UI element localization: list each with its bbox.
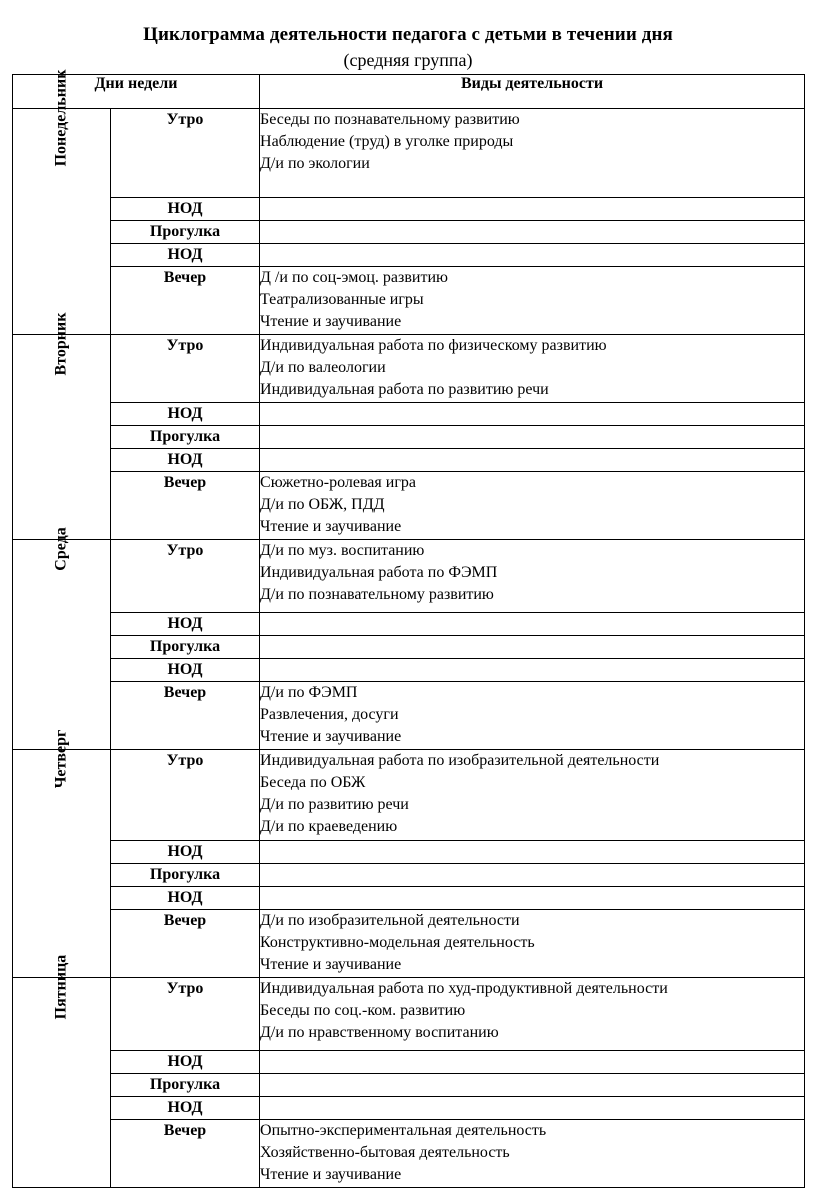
table-row	[13, 659, 805, 682]
activities-cell	[260, 613, 805, 636]
day-label: Вторник	[52, 312, 70, 376]
activities-cell	[260, 750, 805, 841]
table-row	[13, 221, 805, 244]
activities-cell	[260, 682, 805, 750]
activities-cell	[260, 335, 805, 403]
period-label: Вечер	[111, 472, 260, 540]
activities-cell	[260, 659, 805, 682]
activity-item: Д/и по муз. воспитанию	[260, 542, 425, 559]
table-row	[13, 910, 805, 978]
table-row	[13, 978, 805, 1051]
activities-cell	[260, 403, 805, 426]
period-label: Вечер	[111, 682, 260, 750]
period-label: Вечер	[111, 1120, 260, 1188]
table-row	[13, 449, 805, 472]
cyclogram-table	[12, 69, 805, 1188]
day-label: Понедельник	[52, 69, 70, 167]
table-row	[13, 613, 805, 636]
period-label: Прогулка	[111, 636, 260, 659]
table-row	[13, 1074, 805, 1097]
activity-item: Д/и по ФЭМП	[260, 684, 358, 701]
activity-item: Беседы по соц.-ком. развитию	[260, 1002, 466, 1019]
period-label: Утро	[111, 978, 260, 1051]
activities-cell	[260, 910, 805, 978]
period-label: НОД	[111, 198, 260, 221]
activities-cell	[260, 887, 805, 910]
period-label: Прогулка	[111, 426, 260, 449]
activities-cell	[260, 1074, 805, 1097]
period-label: НОД	[111, 403, 260, 426]
table-row	[13, 864, 805, 887]
header-days: Дни недели	[13, 75, 260, 109]
page-subtitle: (средняя группа)	[343, 50, 473, 70]
activities-cell	[260, 198, 805, 221]
table-row	[13, 426, 805, 449]
activities-cell	[260, 540, 805, 613]
activity-item: Д/и по валеологии	[260, 359, 386, 376]
table-row	[13, 109, 805, 198]
period-label: НОД	[111, 244, 260, 267]
period-label: НОД	[111, 1051, 260, 1074]
activity-item: Индивидуальная работа по ФЭМП	[260, 564, 498, 581]
period-label: Вечер	[111, 910, 260, 978]
table-row	[13, 887, 805, 910]
activity-item: Д/и по развитию речи	[260, 796, 409, 813]
activity-item: Чтение и заучивание	[260, 518, 402, 535]
period-label: НОД	[111, 449, 260, 472]
period-label: НОД	[111, 613, 260, 636]
day-cell	[13, 729, 111, 978]
activity-item: Наблюдение (труд) в уголке природы	[260, 133, 514, 150]
period-label: НОД	[111, 659, 260, 682]
activity-item: Чтение и заучивание	[260, 1166, 402, 1183]
activity-item: Опытно-экспериментальная деятельность	[260, 1122, 547, 1139]
period-label: Утро	[111, 750, 260, 841]
period-label: НОД	[111, 841, 260, 864]
day-label: Среда	[52, 527, 70, 571]
activity-item: Чтение и заучивание	[260, 728, 402, 745]
activity-item: Конструктивно-модельная деятельность	[260, 934, 535, 951]
activity-item: Беседа по ОБЖ	[260, 774, 366, 791]
activity-item: Чтение и заучивание	[260, 956, 402, 973]
table-row	[13, 540, 805, 613]
header-row	[13, 75, 805, 109]
day-cell	[13, 954, 111, 1188]
period-label: Прогулка	[111, 1074, 260, 1097]
activities-cell	[260, 472, 805, 540]
activity-item: Индивидуальная работа по физическому развитию	[260, 337, 607, 354]
activity-item: Сюжетно-ролевая игра	[260, 474, 416, 491]
period-label: НОД	[111, 1097, 260, 1120]
period-label: Прогулка	[111, 221, 260, 244]
activity-item: Хозяйственно-бытовая деятельность	[260, 1144, 510, 1161]
activity-item: Индивидуальная работа по изобразительной деятельности	[260, 752, 660, 769]
table-row	[13, 472, 805, 540]
activity-item: Д /и по соц-эмоц. развитию	[260, 269, 448, 286]
table-row	[13, 682, 805, 750]
activities-cell	[260, 244, 805, 267]
table-row	[13, 1120, 805, 1188]
table-row	[13, 636, 805, 659]
activity-item: Развлечения, досуги	[260, 706, 399, 723]
period-label: Вечер	[111, 267, 260, 335]
activity-item: Д/и по краеведению	[260, 818, 398, 835]
activities-cell	[260, 864, 805, 887]
table-row	[13, 750, 805, 841]
activity-item: Театрализованные игры	[260, 291, 424, 308]
activities-cell	[260, 221, 805, 244]
day-label: Четверг	[52, 729, 70, 789]
table-row	[13, 1097, 805, 1120]
table-row	[13, 244, 805, 267]
activity-item: Беседы по познавательному развитию	[260, 111, 520, 128]
header-activities: Виды деятельности	[260, 75, 805, 109]
day-cell	[13, 312, 111, 540]
activity-item: Индивидуальная работа по худ-продуктивной деятельности	[260, 980, 668, 997]
day-cell	[13, 527, 111, 750]
table-row	[13, 198, 805, 221]
period-label: Утро	[111, 335, 260, 403]
period-label: НОД	[111, 887, 260, 910]
activities-cell	[260, 1120, 805, 1188]
activity-item: Д/и по изобразительной деятельности	[260, 912, 520, 929]
activities-cell	[260, 1051, 805, 1074]
activities-cell	[260, 1097, 805, 1120]
activity-item: Чтение и заучивание	[260, 313, 402, 330]
period-label: Прогулка	[111, 864, 260, 887]
table-row	[13, 403, 805, 426]
activities-cell	[260, 978, 805, 1051]
day-cell	[13, 69, 111, 335]
activity-item: Индивидуальная работа по развитию речи	[260, 381, 549, 398]
table-row	[13, 335, 805, 403]
activity-item: Д/и по ОБЖ, ПДД	[260, 496, 385, 513]
activities-cell	[260, 109, 805, 198]
activities-cell	[260, 426, 805, 449]
table-row	[13, 267, 805, 335]
activities-cell	[260, 636, 805, 659]
page-title: Циклограмма деятельности педагога с детьми в течении дня	[143, 24, 673, 45]
activities-cell	[260, 267, 805, 335]
period-label: Утро	[111, 109, 260, 198]
activity-item: Д/и по познавательному развитию	[260, 586, 494, 603]
day-label: Пятница	[52, 954, 70, 1020]
activity-item: Д/и по экологии	[260, 155, 370, 172]
activities-cell	[260, 841, 805, 864]
period-label: Утро	[111, 540, 260, 613]
activities-cell	[260, 449, 805, 472]
table-row	[13, 841, 805, 864]
table-row	[13, 1051, 805, 1074]
activity-item: Д/и по нравственному воспитанию	[260, 1024, 499, 1041]
